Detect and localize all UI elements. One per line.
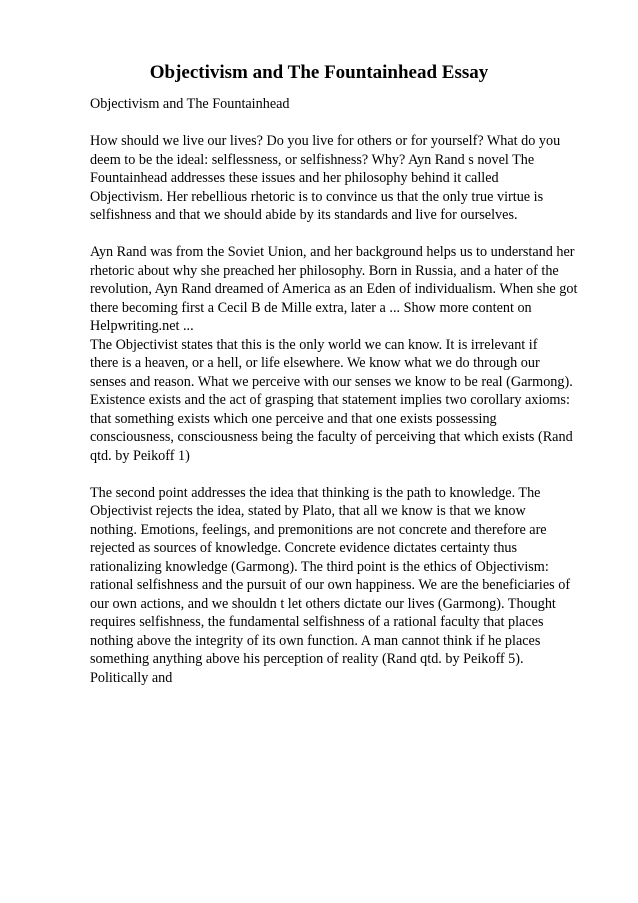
paragraph-line: The Objectivist states that this is the only world we can know. It is irrelevant if [90,336,538,353]
document-title: Objectivism and The Fountainhead Essay [149,62,489,83]
paragraph-line: Fountainhead addresses these issues and her philosophy behind it called [90,170,499,186]
paragraph-line: rhetoric about why she preached her philosophy. Born in Russia, and a hater of the [90,262,559,279]
paragraph-line: senses and reason. What we perceive with our senses we know to be real (Garmong). [90,373,573,390]
paragraph-line: Ayn Rand was from the Soviet Union, and her background helps us to understand her [90,244,575,260]
paragraph [90,484,610,688]
paragraph-line: Existence exists and the act of grasping that statement implies two corollary axioms: [90,392,570,408]
paragraph-line: consciousness, consciousness being the faculty of perceiving that which exists (Rand [90,429,573,445]
paragraph-line: Objectivism. Her rebellious rhetoric is to convince us that the only true virtue is [90,188,544,205]
paragraph-gap [90,465,610,484]
paragraph-line: rational selfishness and the pursuit of our own happiness. We are the beneficiaries of [90,577,571,593]
paragraph-line: deem to be the ideal: selflessness, or selfishness? Why? Ayn Rand s novel The [90,151,535,168]
paragraph-line: there becoming first a Cecil B de Mille extra, later a ... Show more content on [90,299,532,316]
paragraph-line: requires selfishness, the fundamental selfishness of a rational faculty that places [90,614,544,630]
paragraph-line: nothing. Emotions, feelings, and premonitions are not concrete and therefore are [90,521,547,538]
paragraph-line: Helpwriting.net ... [90,318,194,334]
paragraph-line: there is a heaven, or a hell, or life elsewhere. We know what we do through our [90,355,540,371]
paragraph-line: Objectivist rejects the idea, stated by Plato, that all we know is that we know [90,503,526,519]
paragraph-line: revolution, Ayn Rand dreamed of America as an Eden of individualism. When she got [90,281,578,297]
paragraph-line: qtd. by Peikoff 1) [90,447,190,464]
paragraph-gap [90,114,610,133]
document-body [90,95,610,687]
paragraph-list [90,132,610,687]
paragraph [90,243,610,465]
paragraph-line: selfishness and that we should abide by its standards and live for ourselves. [90,207,518,223]
paragraph-line: rejected as sources of knowledge. Concrete evidence dictates certainty thus [90,540,518,556]
paragraph-line: Politically and [90,669,173,686]
paragraph-line: something anything above his perception of reality (Rand qtd. by Peikoff 5). [90,651,524,667]
paragraph-line: that something exists which one perceive and that one exists possessing [90,410,497,427]
paragraph-line: nothing above the integrity of its own function. A man cannot think if he places [90,632,541,649]
document-subtitle: Objectivism and The Fountainhead [90,96,290,112]
paragraph-gap [90,225,610,244]
paragraph-line: The second point addresses the idea that thinking is the path to knowledge. The [90,484,541,501]
paragraph [90,132,610,225]
paragraph-line: rationalizing knowledge (Garmong). The third point is the ethics of Objectivism: [90,558,549,575]
paragraph-line: our own actions, and we shouldn t let others dictate our lives (Garmong). Thought [90,595,556,612]
paragraph-line: How should we live our lives? Do you live for others or for yourself? What do you [90,133,561,149]
